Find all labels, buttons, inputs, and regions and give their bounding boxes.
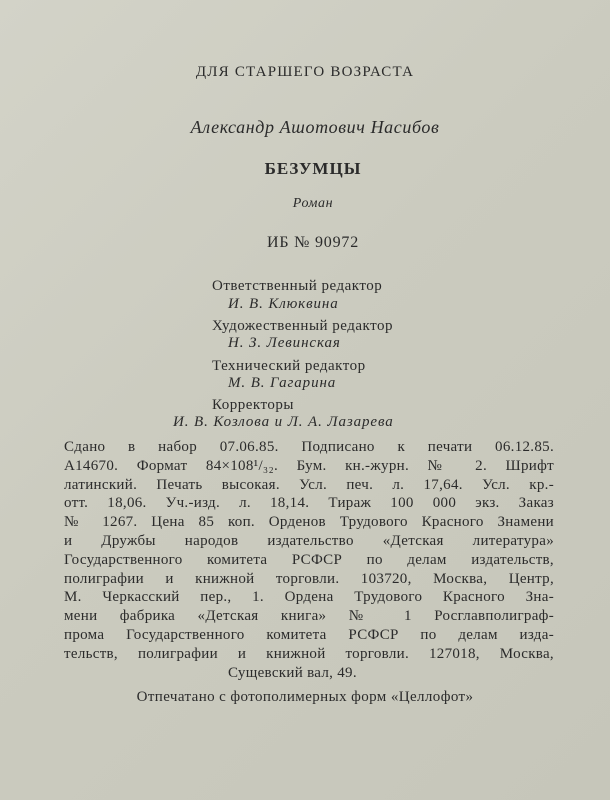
imprint-line: А14670. Формат 84×108¹/₃₂. Бум. кн.-журн. № 2. Шрифт (64, 457, 554, 474)
imprint-line: и Дружбы народов издательство «Детская литература» (64, 532, 554, 549)
genre-label: Роман (292, 196, 334, 211)
credit-role: Технический редактор (212, 358, 366, 374)
printing-note: Отпечатано с фотополимерных форм «Целлофот» (136, 689, 474, 705)
ib-number: ИБ № 90972 (266, 234, 359, 251)
imprint-block (64, 438, 554, 682)
imprint-line: Сущевский вал, 49. (228, 664, 357, 681)
imprint-line: М. Черкасский пер., 1. Ордена Трудового Красного Зна- (64, 589, 554, 606)
credit-person: М. В. Гагарина (228, 375, 337, 391)
imprint-line: латинский. Печать высокая. Усл. печ. л. 17,64. Усл. кр.- (64, 476, 554, 493)
imprint-line: Государственного комитета РСФСР по делам издательств, (64, 551, 554, 568)
imprint-line: отт. 18,06. Уч.-изд. л. 18,14. Тираж 100 000 экз. Заказ (64, 495, 554, 512)
credit-role: Корректоры (212, 397, 294, 413)
credit-person: И. В. Клюквина (228, 296, 339, 312)
book-title: БЕЗУМЦЫ (264, 159, 362, 178)
imprint-line: № 1267. Цена 85 коп. Орденов Трудового Красного Знамени (64, 514, 554, 531)
imprint-line: Сдано в набор 07.06.85. Подписано к печати 06.12.85. (64, 439, 554, 455)
credit-role: Художественный редактор (212, 318, 393, 334)
imprint-line: мени фабрика «Детская книга» № 1 Росглавполиграф- (64, 608, 554, 625)
imprint-line: полиграфии и книжной торговли. 103720, Москва, Центр, (64, 570, 554, 587)
credit-person: И. В. Козлова и Л. А. Лазарева (173, 414, 394, 430)
author-name: Александр Ашотович Насибов (190, 117, 440, 137)
credit-person: Н. З. Левинская (228, 335, 341, 351)
imprint-line: тельств, полиграфии и книжной торговли. 127018, Москва, (64, 645, 554, 662)
credit-role: Ответственный редактор (212, 278, 383, 294)
series-heading: ДЛЯ СТАРШЕГО ВОЗРАСТА (195, 64, 415, 80)
imprint-line: прома Государственного комитета РСФСР по делам изда- (64, 626, 554, 643)
